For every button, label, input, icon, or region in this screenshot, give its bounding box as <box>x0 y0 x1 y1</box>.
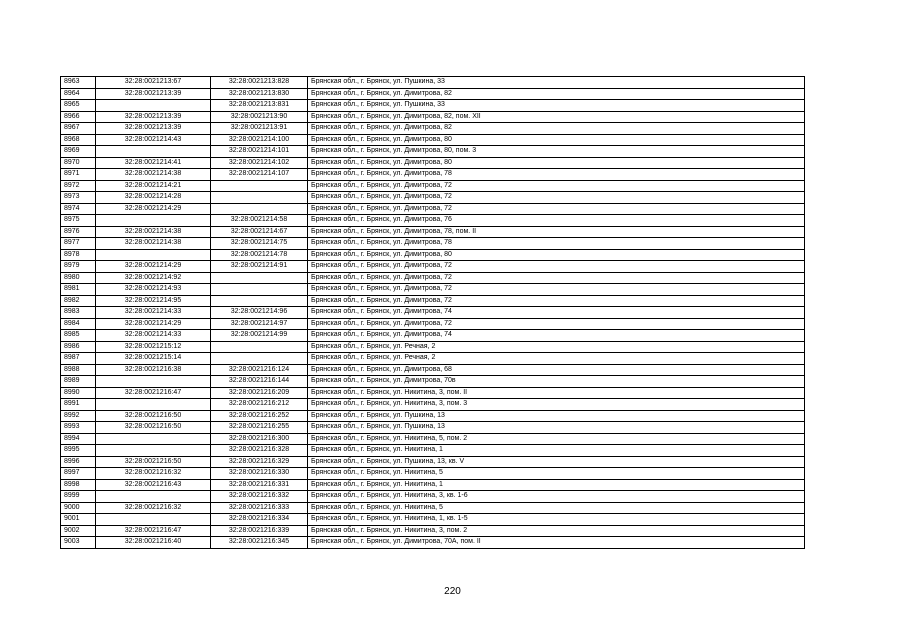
new-cadastral-number-cell: 32:28:0021214:67 <box>211 226 308 238</box>
row-number-cell: 8963 <box>61 77 96 89</box>
old-cadastral-number-cell: 32:28:0021216:50 <box>96 410 211 422</box>
row-number-cell: 8984 <box>61 318 96 330</box>
old-cadastral-number-cell <box>96 215 211 227</box>
row-number-cell: 9002 <box>61 525 96 537</box>
row-number-cell: 9000 <box>61 502 96 514</box>
new-cadastral-number-cell: 32:28:0021216:212 <box>211 399 308 411</box>
table-row <box>61 353 805 365</box>
address-cell: Брянская обл., г. Брянск, ул. Димитрова, 78 <box>308 169 805 181</box>
new-cadastral-number-cell: 32:28:0021216:329 <box>211 456 308 468</box>
table-row <box>61 146 805 158</box>
address-cell: Брянская обл., г. Брянск, ул. Димитрова, 72 <box>308 192 805 204</box>
table-row <box>61 215 805 227</box>
new-cadastral-number-cell: 32:28:0021216:124 <box>211 364 308 376</box>
old-cadastral-number-cell <box>96 514 211 526</box>
row-number-cell: 8982 <box>61 295 96 307</box>
new-cadastral-number-cell <box>211 192 308 204</box>
address-cell: Брянская обл., г. Брянск, ул. Димитрова, 74 <box>308 307 805 319</box>
new-cadastral-number-cell <box>211 295 308 307</box>
row-number-cell: 8978 <box>61 249 96 261</box>
old-cadastral-number-cell: 32:28:0021216:47 <box>96 525 211 537</box>
table-row <box>61 272 805 284</box>
table-row <box>61 203 805 215</box>
row-number-cell: 8972 <box>61 180 96 192</box>
address-cell: Брянская обл., г. Брянск, ул. Димитрова, 82, пом. XII <box>308 111 805 123</box>
old-cadastral-number-cell <box>96 399 211 411</box>
table-row <box>61 341 805 353</box>
address-cell: Брянская обл., г. Брянск, ул. Пушкина, 13 <box>308 410 805 422</box>
row-number-cell: 8981 <box>61 284 96 296</box>
new-cadastral-number-cell: 32:28:0021214:107 <box>211 169 308 181</box>
table-row <box>61 330 805 342</box>
address-cell: Брянская обл., г. Брянск, ул. Никитина, 5 <box>308 502 805 514</box>
new-cadastral-number-cell <box>211 341 308 353</box>
old-cadastral-number-cell: 32:28:0021214:38 <box>96 238 211 250</box>
row-number-cell: 8969 <box>61 146 96 158</box>
row-number-cell: 8965 <box>61 100 96 112</box>
address-cell: Брянская обл., г. Брянск, ул. Димитрова, 72 <box>308 261 805 273</box>
new-cadastral-number-cell: 32:28:0021214:102 <box>211 157 308 169</box>
address-cell: Брянская обл., г. Брянск, ул. Речная, 2 <box>308 341 805 353</box>
cadastral-registry-table <box>60 76 805 549</box>
row-number-cell: 8971 <box>61 169 96 181</box>
address-cell: Брянская обл., г. Брянск, ул. Димитрова, 70в <box>308 376 805 388</box>
new-cadastral-number-cell: 32:28:0021214:78 <box>211 249 308 261</box>
address-cell: Брянская обл., г. Брянск, ул. Никитина, 3, пом. 2 <box>308 525 805 537</box>
new-cadastral-number-cell <box>211 353 308 365</box>
new-cadastral-number-cell <box>211 284 308 296</box>
row-number-cell: 8979 <box>61 261 96 273</box>
new-cadastral-number-cell <box>211 203 308 215</box>
address-cell: Брянская обл., г. Брянск, ул. Димитрова, 74 <box>308 330 805 342</box>
row-number-cell: 8976 <box>61 226 96 238</box>
old-cadastral-number-cell: 32:28:0021215:12 <box>96 341 211 353</box>
row-number-cell: 8977 <box>61 238 96 250</box>
address-cell: Брянская обл., г. Брянск, ул. Никитина, 1 <box>308 479 805 491</box>
address-cell: Брянская обл., г. Брянск, ул. Димитрова, 76 <box>308 215 805 227</box>
new-cadastral-number-cell: 32:28:0021213:830 <box>211 88 308 100</box>
table-row <box>61 468 805 480</box>
row-number-cell: 8987 <box>61 353 96 365</box>
row-number-cell: 8974 <box>61 203 96 215</box>
row-number-cell: 8964 <box>61 88 96 100</box>
table-row <box>61 491 805 503</box>
old-cadastral-number-cell: 32:28:0021214:38 <box>96 169 211 181</box>
row-number-cell: 8967 <box>61 123 96 135</box>
address-cell: Брянская обл., г. Брянск, ул. Пушкина, 13, кв. V <box>308 456 805 468</box>
old-cadastral-number-cell: 32:28:0021214:95 <box>96 295 211 307</box>
new-cadastral-number-cell: 32:28:0021216:334 <box>211 514 308 526</box>
table-row <box>61 284 805 296</box>
table-row <box>61 399 805 411</box>
table-row <box>61 364 805 376</box>
row-number-cell: 8975 <box>61 215 96 227</box>
address-cell: Брянская обл., г. Брянск, ул. Димитрова, 78 <box>308 238 805 250</box>
new-cadastral-number-cell: 32:28:0021214:91 <box>211 261 308 273</box>
row-number-cell: 8968 <box>61 134 96 146</box>
row-number-cell: 8966 <box>61 111 96 123</box>
table-row <box>61 88 805 100</box>
row-number-cell: 8988 <box>61 364 96 376</box>
old-cadastral-number-cell: 32:28:0021215:14 <box>96 353 211 365</box>
new-cadastral-number-cell: 32:28:0021214:101 <box>211 146 308 158</box>
old-cadastral-number-cell <box>96 433 211 445</box>
table-row <box>61 479 805 491</box>
new-cadastral-number-cell: 32:28:0021216:300 <box>211 433 308 445</box>
new-cadastral-number-cell: 32:28:0021216:333 <box>211 502 308 514</box>
new-cadastral-number-cell: 32:28:0021216:209 <box>211 387 308 399</box>
table-row <box>61 77 805 89</box>
old-cadastral-number-cell: 32:28:0021214:38 <box>96 226 211 238</box>
table-row <box>61 318 805 330</box>
table-row <box>61 111 805 123</box>
table-row <box>61 387 805 399</box>
address-cell: Брянская обл., г. Брянск, ул. Димитрова, 82 <box>308 123 805 135</box>
old-cadastral-number-cell: 32:28:0021214:93 <box>96 284 211 296</box>
table-row <box>61 295 805 307</box>
new-cadastral-number-cell: 32:28:0021214:58 <box>211 215 308 227</box>
row-number-cell: 8980 <box>61 272 96 284</box>
address-cell: Брянская обл., г. Брянск, ул. Димитрова, 72 <box>308 203 805 215</box>
address-cell: Брянская обл., г. Брянск, ул. Никитина, 5, пом. 2 <box>308 433 805 445</box>
old-cadastral-number-cell: 32:28:0021216:40 <box>96 537 211 549</box>
address-cell: Брянская обл., г. Брянск, ул. Никитина, 1, кв. 1-5 <box>308 514 805 526</box>
row-number-cell: 8991 <box>61 399 96 411</box>
table-row <box>61 192 805 204</box>
new-cadastral-number-cell: 32:28:0021214:100 <box>211 134 308 146</box>
old-cadastral-number-cell: 32:28:0021214:92 <box>96 272 211 284</box>
address-cell: Брянская обл., г. Брянск, ул. Пушкина, 13 <box>308 422 805 434</box>
table-row <box>61 134 805 146</box>
new-cadastral-number-cell <box>211 272 308 284</box>
new-cadastral-number-cell: 32:28:0021216:332 <box>211 491 308 503</box>
new-cadastral-number-cell: 32:28:0021213:90 <box>211 111 308 123</box>
row-number-cell: 9001 <box>61 514 96 526</box>
new-cadastral-number-cell <box>211 180 308 192</box>
address-cell: Брянская обл., г. Брянск, ул. Димитрова, 70А, пом. II <box>308 537 805 549</box>
address-cell: Брянская обл., г. Брянск, ул. Димитрова, 72 <box>308 284 805 296</box>
table-row <box>61 410 805 422</box>
row-number-cell: 8973 <box>61 192 96 204</box>
new-cadastral-number-cell: 32:28:0021216:345 <box>211 537 308 549</box>
row-number-cell: 8997 <box>61 468 96 480</box>
table-row <box>61 537 805 549</box>
table-row <box>61 249 805 261</box>
old-cadastral-number-cell: 32:28:0021214:21 <box>96 180 211 192</box>
new-cadastral-number-cell: 32:28:0021214:99 <box>211 330 308 342</box>
new-cadastral-number-cell: 32:28:0021216:331 <box>211 479 308 491</box>
old-cadastral-number-cell: 32:28:0021213:67 <box>96 77 211 89</box>
table-row <box>61 307 805 319</box>
table-row <box>61 100 805 112</box>
old-cadastral-number-cell: 32:28:0021213:39 <box>96 111 211 123</box>
address-cell: Брянская обл., г. Брянск, ул. Димитрова, 72 <box>308 272 805 284</box>
old-cadastral-number-cell: 32:28:0021214:41 <box>96 157 211 169</box>
new-cadastral-number-cell: 32:28:0021216:144 <box>211 376 308 388</box>
old-cadastral-number-cell <box>96 491 211 503</box>
row-number-cell: 8992 <box>61 410 96 422</box>
new-cadastral-number-cell: 32:28:0021214:97 <box>211 318 308 330</box>
row-number-cell: 8999 <box>61 491 96 503</box>
address-cell: Брянская обл., г. Брянск, ул. Пушкина, 33 <box>308 77 805 89</box>
row-number-cell: 8993 <box>61 422 96 434</box>
old-cadastral-number-cell: 32:28:0021216:32 <box>96 502 211 514</box>
table-row <box>61 261 805 273</box>
row-number-cell: 8996 <box>61 456 96 468</box>
row-number-cell: 8985 <box>61 330 96 342</box>
old-cadastral-number-cell: 32:28:0021214:33 <box>96 307 211 319</box>
table-row <box>61 169 805 181</box>
row-number-cell: 8994 <box>61 433 96 445</box>
address-cell: Брянская обл., г. Брянск, ул. Пушкина, 33 <box>308 100 805 112</box>
new-cadastral-number-cell: 32:28:0021216:252 <box>211 410 308 422</box>
table-row <box>61 376 805 388</box>
page-number: 220 <box>444 586 461 597</box>
table-row <box>61 502 805 514</box>
row-number-cell: 8998 <box>61 479 96 491</box>
address-cell: Брянская обл., г. Брянск, ул. Димитрова, 68 <box>308 364 805 376</box>
row-number-cell: 8990 <box>61 387 96 399</box>
row-number-cell: 8995 <box>61 445 96 457</box>
table-row <box>61 445 805 457</box>
table-row <box>61 514 805 526</box>
row-number-cell: 8970 <box>61 157 96 169</box>
address-cell: Брянская обл., г. Брянск, ул. Никитина, 3, кв. 1-6 <box>308 491 805 503</box>
table-row <box>61 456 805 468</box>
table-row <box>61 180 805 192</box>
table-row <box>61 123 805 135</box>
old-cadastral-number-cell: 32:28:0021216:43 <box>96 479 211 491</box>
row-number-cell: 9003 <box>61 537 96 549</box>
table-row <box>61 157 805 169</box>
new-cadastral-number-cell: 32:28:0021214:96 <box>211 307 308 319</box>
old-cadastral-number-cell: 32:28:0021216:38 <box>96 364 211 376</box>
address-cell: Брянская обл., г. Брянск, ул. Димитрова, 80, пом. 3 <box>308 146 805 158</box>
address-cell: Брянская обл., г. Брянск, ул. Димитрова, 72 <box>308 318 805 330</box>
old-cadastral-number-cell: 32:28:0021213:39 <box>96 88 211 100</box>
address-cell: Брянская обл., г. Брянск, ул. Никитина, 3, пом. 3 <box>308 399 805 411</box>
old-cadastral-number-cell <box>96 376 211 388</box>
old-cadastral-number-cell <box>96 249 211 261</box>
table-row <box>61 433 805 445</box>
new-cadastral-number-cell: 32:28:0021216:255 <box>211 422 308 434</box>
old-cadastral-number-cell: 32:28:0021214:29 <box>96 203 211 215</box>
table-row <box>61 525 805 537</box>
address-cell: Брянская обл., г. Брянск, ул. Никитина, 3, пом. II <box>308 387 805 399</box>
table-row <box>61 226 805 238</box>
address-cell: Брянская обл., г. Брянск, ул. Димитрова, 80 <box>308 249 805 261</box>
old-cadastral-number-cell: 32:28:0021216:50 <box>96 422 211 434</box>
registry-table-body <box>61 77 805 549</box>
address-cell: Брянская обл., г. Брянск, ул. Речная, 2 <box>308 353 805 365</box>
old-cadastral-number-cell <box>96 100 211 112</box>
row-number-cell: 8986 <box>61 341 96 353</box>
address-cell: Брянская обл., г. Брянск, ул. Димитрова, 78, пом. II <box>308 226 805 238</box>
old-cadastral-number-cell: 32:28:0021216:47 <box>96 387 211 399</box>
new-cadastral-number-cell: 32:28:0021213:831 <box>211 100 308 112</box>
old-cadastral-number-cell: 32:28:0021216:50 <box>96 456 211 468</box>
address-cell: Брянская обл., г. Брянск, ул. Димитрова, 82 <box>308 88 805 100</box>
table-row <box>61 422 805 434</box>
old-cadastral-number-cell: 32:28:0021216:32 <box>96 468 211 480</box>
old-cadastral-number-cell: 32:28:0021214:29 <box>96 261 211 273</box>
new-cadastral-number-cell: 32:28:0021213:828 <box>211 77 308 89</box>
address-cell: Брянская обл., г. Брянск, ул. Димитрова, 72 <box>308 180 805 192</box>
address-cell: Брянская обл., г. Брянск, ул. Никитина, 5 <box>308 468 805 480</box>
old-cadastral-number-cell <box>96 146 211 158</box>
old-cadastral-number-cell: 32:28:0021214:29 <box>96 318 211 330</box>
old-cadastral-number-cell <box>96 445 211 457</box>
old-cadastral-number-cell: 32:28:0021213:39 <box>96 123 211 135</box>
new-cadastral-number-cell: 32:28:0021216:328 <box>211 445 308 457</box>
new-cadastral-number-cell: 32:28:0021213:91 <box>211 123 308 135</box>
address-cell: Брянская обл., г. Брянск, ул. Димитрова, 80 <box>308 134 805 146</box>
address-cell: Брянская обл., г. Брянск, ул. Димитрова, 72 <box>308 295 805 307</box>
address-cell: Брянская обл., г. Брянск, ул. Никитина, 1 <box>308 445 805 457</box>
address-cell: Брянская обл., г. Брянск, ул. Димитрова, 80 <box>308 157 805 169</box>
old-cadastral-number-cell: 32:28:0021214:33 <box>96 330 211 342</box>
old-cadastral-number-cell: 32:28:0021214:28 <box>96 192 211 204</box>
table-row <box>61 238 805 250</box>
new-cadastral-number-cell: 32:28:0021214:75 <box>211 238 308 250</box>
new-cadastral-number-cell: 32:28:0021216:330 <box>211 468 308 480</box>
row-number-cell: 8989 <box>61 376 96 388</box>
new-cadastral-number-cell: 32:28:0021216:339 <box>211 525 308 537</box>
row-number-cell: 8983 <box>61 307 96 319</box>
old-cadastral-number-cell: 32:28:0021214:43 <box>96 134 211 146</box>
